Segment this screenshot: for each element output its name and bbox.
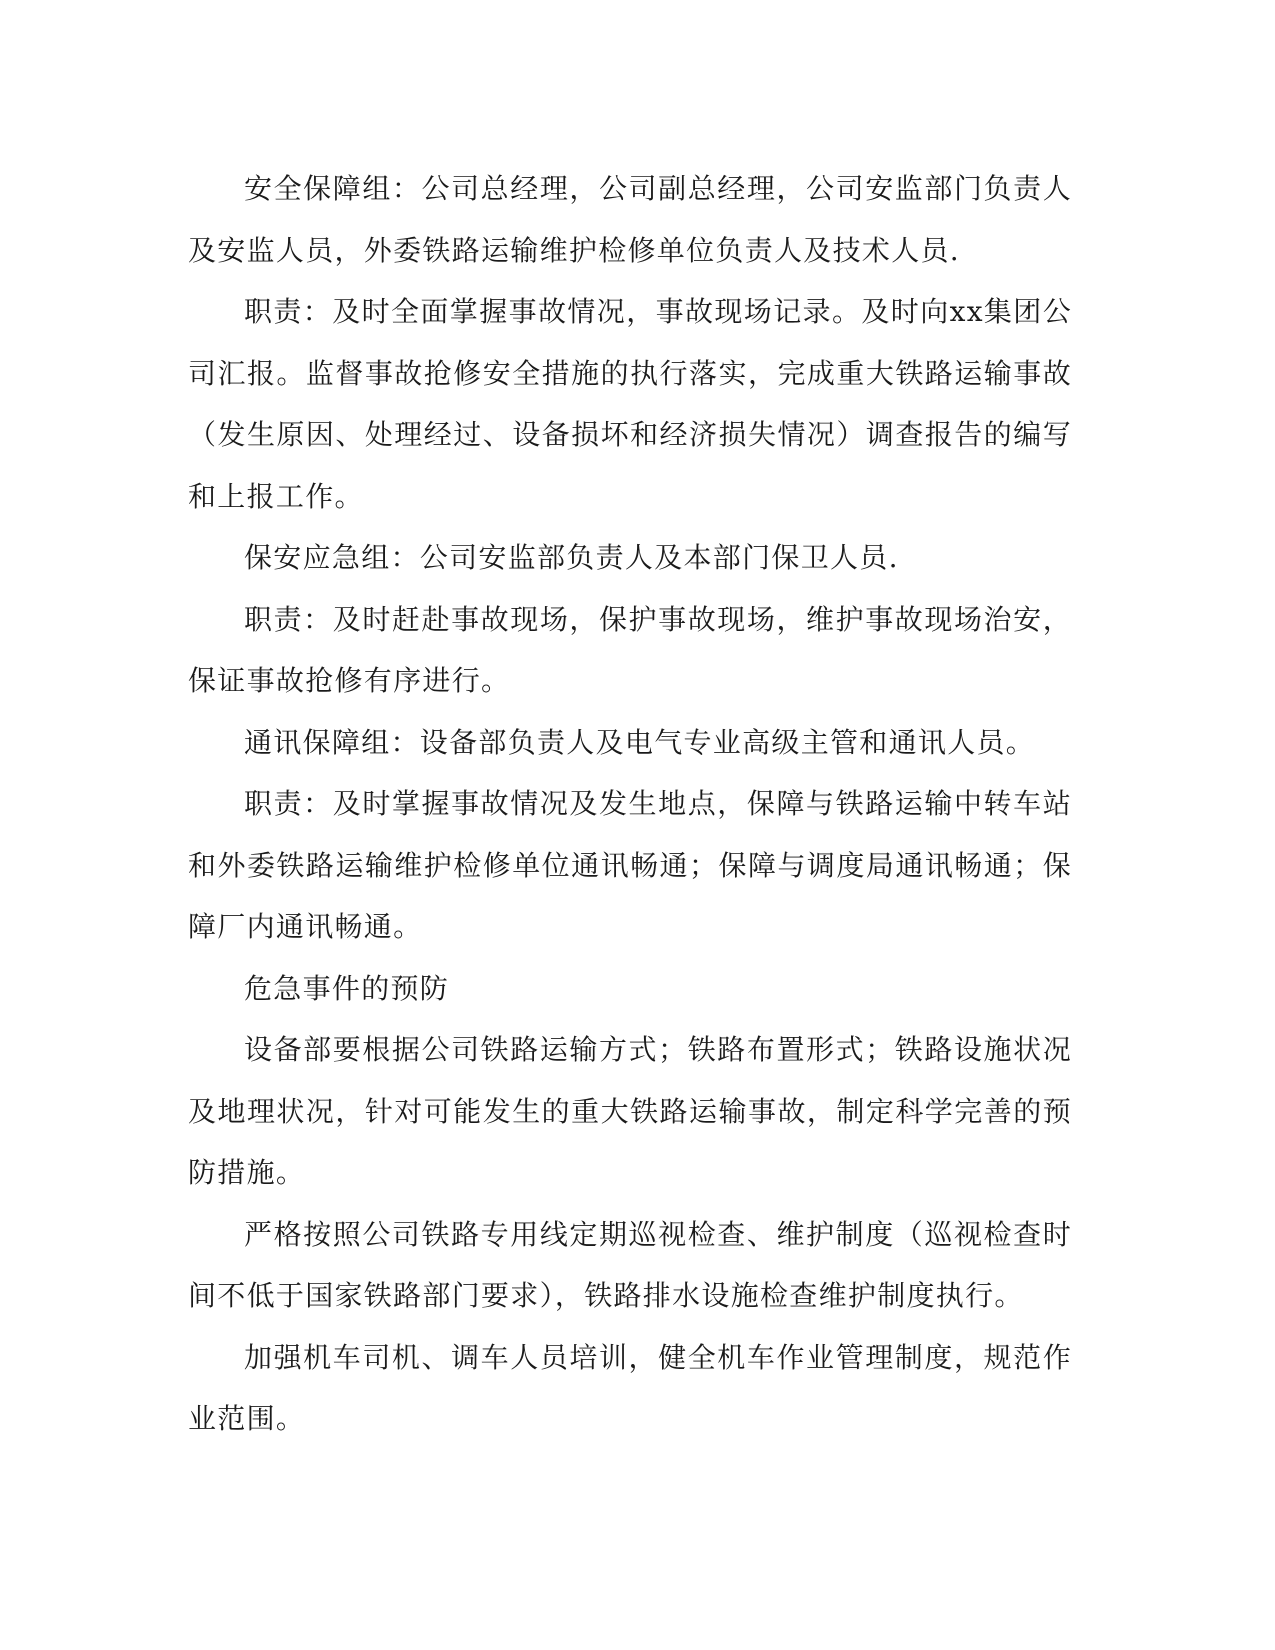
paragraph-inspection-rules: 严格按照公司铁路专用线定期巡视检查、维护制度（巡视检查时间不低于国家铁路部门要求），铁路排水设施检查维护制度执行。 xyxy=(188,1217,1072,1312)
paragraph-prevention-measures: 设备部要根据公司铁路运输方式；铁路布置形式；铁路设施状况及地理状况，针对可能发生的重大铁路运输事故，制定科学完善的预防措施。 xyxy=(188,1033,1072,1189)
paragraph-safety-group: 安全保障组：公司总经理，公司副总经理，公司安监部门负责人及安监人员，外委铁路运输维护检修单位负责人及技术人员. xyxy=(188,172,1072,267)
paragraph-training: 加强机车司机、调车人员培训，健全机车作业管理制度，规范作业范围。 xyxy=(188,1340,1072,1435)
paragraph-security-group: 保安应急组：公司安监部负责人及本部门保卫人员. xyxy=(244,541,899,574)
paragraph-communication-duties: 职责：及时掌握事故情况及发生地点，保障与铁路运输中转车站和外委铁路运输维护检修单位通讯畅通；保障与调度局通讯畅通；保障厂内通讯畅通。 xyxy=(188,787,1072,943)
paragraph-communication-group: 通讯保障组：设备部负责人及电气专业高级主管和通讯人员。 xyxy=(244,725,1036,759)
section-heading-emergency-prevention: 危急事件的预防 xyxy=(244,971,450,1005)
paragraph-safety-duties: 职责：及时全面掌握事故情况，事故现场记录。及时向xx集团公司汇报。监督事故抢修安全措施的执行落实，完成重大铁路运输事故（发生原因、处理经过、设备损坏和经济损失情况）调查报告的编写和上报工作。 xyxy=(188,295,1072,513)
paragraph-security-duties: 职责：及时赶赴事故现场，保护事故现场，维护事故现场治安，保证事故抢修有序进行。 xyxy=(188,602,1072,697)
document-body xyxy=(188,158,1072,1450)
